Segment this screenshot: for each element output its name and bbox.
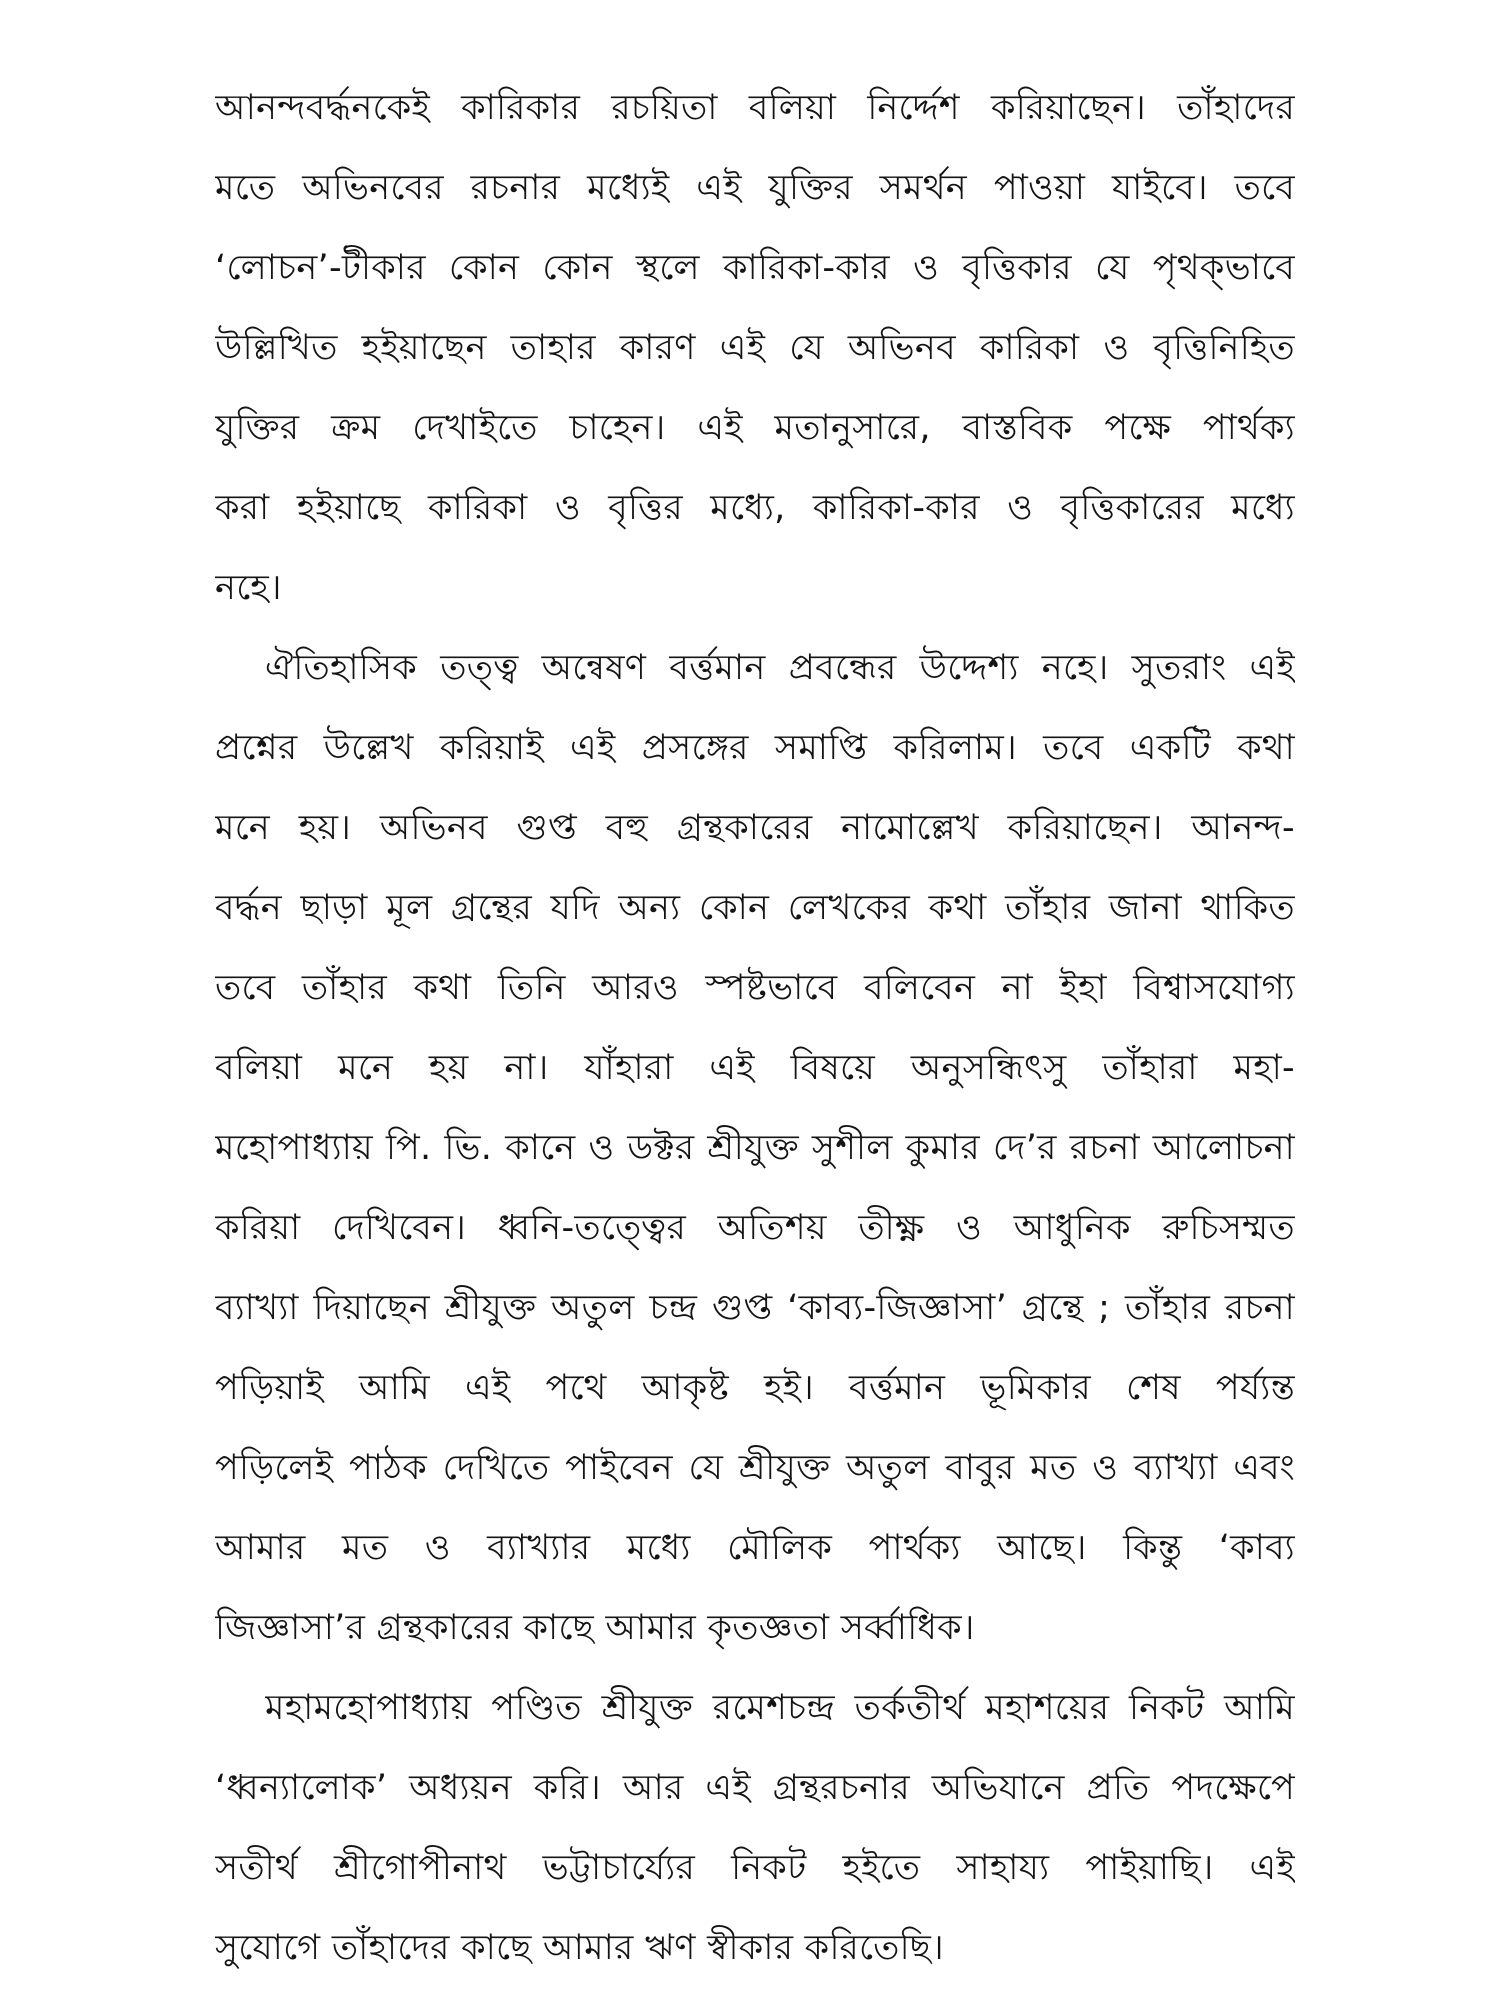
text-line: নহে। xyxy=(215,568,282,608)
text-line: মহামহোপাধ্যায় পণ্ডিত শ্রীযুক্ত রমেশচন্দ্র তর্কতীর্থ মহাশয়ের নিকট আমি xyxy=(265,1688,1295,1728)
text-line: উল্লিখিত হইয়াছেন তাহার কারণ এই যে অভিনব কারিকা ও বৃত্তিনিহিত xyxy=(215,328,1295,368)
text-line: করিয়া দেখিবেন। ধ্বনি-তত্ত্বের অতিশয় তীক্ষ্ণ ও আধুনিক রুচিসম্মত xyxy=(215,1208,1295,1248)
text-line: প্রশ্নের উল্লেখ করিয়াই এই প্রসঙ্গের সমাপ্তি করিলাম। তবে একটি কথা xyxy=(215,728,1295,768)
text-line: আমার মত ও ব্যাখ্যার মধ্যে মৌলিক পার্থক্য আছে। কিন্তু ‘কাব্য xyxy=(215,1528,1295,1568)
text-line: মহোপাধ্যায় পি. ভি. কানে ও ডক্টর শ্রীযুক্ত সুশীল কুমার দে’র রচনা আলোচনা xyxy=(215,1128,1295,1168)
text-line: সতীর্থ শ্রীগোপীনাথ ভট্টাচার্য্যের নিকট হইতে সাহায্য পাইয়াছি। এই xyxy=(215,1848,1295,1888)
text-line: বৰ্দ্ধন ছাড়া মূল গ্রন্থের যদি অন্য কোন লেখকের কথা তাঁহার জানা থাকিত xyxy=(215,888,1295,928)
text-line: সুযোগে তাঁহাদের কাছে আমার ঋণ স্বীকার করিতেছি। xyxy=(215,1928,945,1968)
text-line: মতে অভিনবের রচনার মধ্যেই এই যুক্তির সমর্থন পাওয়া যাইবে। তবে xyxy=(215,168,1295,208)
text-line: ঐতিহাসিক তত্ত্ব অন্বেষণ বৰ্ত্তমান প্রবন্ধের উদ্দেশ্য নহে। সুতরাং এই xyxy=(265,648,1295,688)
text-line: মনে হয়। অভিনব গুপ্ত বহু গ্রন্থকারের নামোল্লেখ করিয়াছেন। আনন্দ- xyxy=(215,808,1295,848)
text-line: তবে তাঁহার কথা তিনি আরও স্পষ্টভাবে বলিবেন না ইহা বিশ্বাসযোগ্য xyxy=(215,968,1295,1008)
text-line: বলিয়া মনে হয় না। যাঁহারা এই বিষয়ে অনুসন্ধিৎসু তাঁহারা মহা- xyxy=(215,1048,1295,1088)
text-line: পড়িয়াই আমি এই পথে আকৃষ্ট হই। বৰ্ত্তমান ভূমিকার শেষ পর্য্যন্ত xyxy=(215,1368,1295,1408)
text-line: জিজ্ঞাসা’র গ্রন্থকারের কাছে আমার কৃতজ্ঞতা সৰ্ব্বাধিক। xyxy=(215,1608,975,1648)
text-line: করা হইয়াছে কারিকা ও বৃত্তির মধ্যে, কারিকা-কার ও বৃত্তিকারের মধ্যে xyxy=(215,488,1295,528)
text-line: ‘লোচন’-টীকার কোন কোন স্থলে কারিকা-কার ও বৃত্তিকার যে পৃথক্‌ভাবে xyxy=(215,248,1295,288)
text-line: আনন্দবৰ্দ্ধনকেই কারিকার রচয়িতা বলিয়া নির্দ্দেশ করিয়াছেন। তাঁহাদের xyxy=(215,88,1295,128)
text-line: ‘ধ্বন্যালোক’ অধ্যয়ন করি। আর এই গ্রন্থরচনার অভিযানে প্রতি পদক্ষেপে xyxy=(215,1768,1295,1808)
text-line: যুক্তির ক্রম দেখাইতে চাহেন। এই মতানুসারে, বাস্তবিক পক্ষে পার্থক্য xyxy=(215,408,1295,448)
text-line: ব্যাখ্যা দিয়াছেন শ্রীযুক্ত অতুল চন্দ্র গুপ্ত ‘কাব্য-জিজ্ঞাসা’ গ্রন্থে ; তাঁহার রচনা xyxy=(215,1288,1295,1328)
text-line: পড়িলেই পাঠক দেখিতে পাইবেন যে শ্রীযুক্ত অতুল বাবুর মত ও ব্যাখ্যা এবং xyxy=(215,1448,1295,1488)
